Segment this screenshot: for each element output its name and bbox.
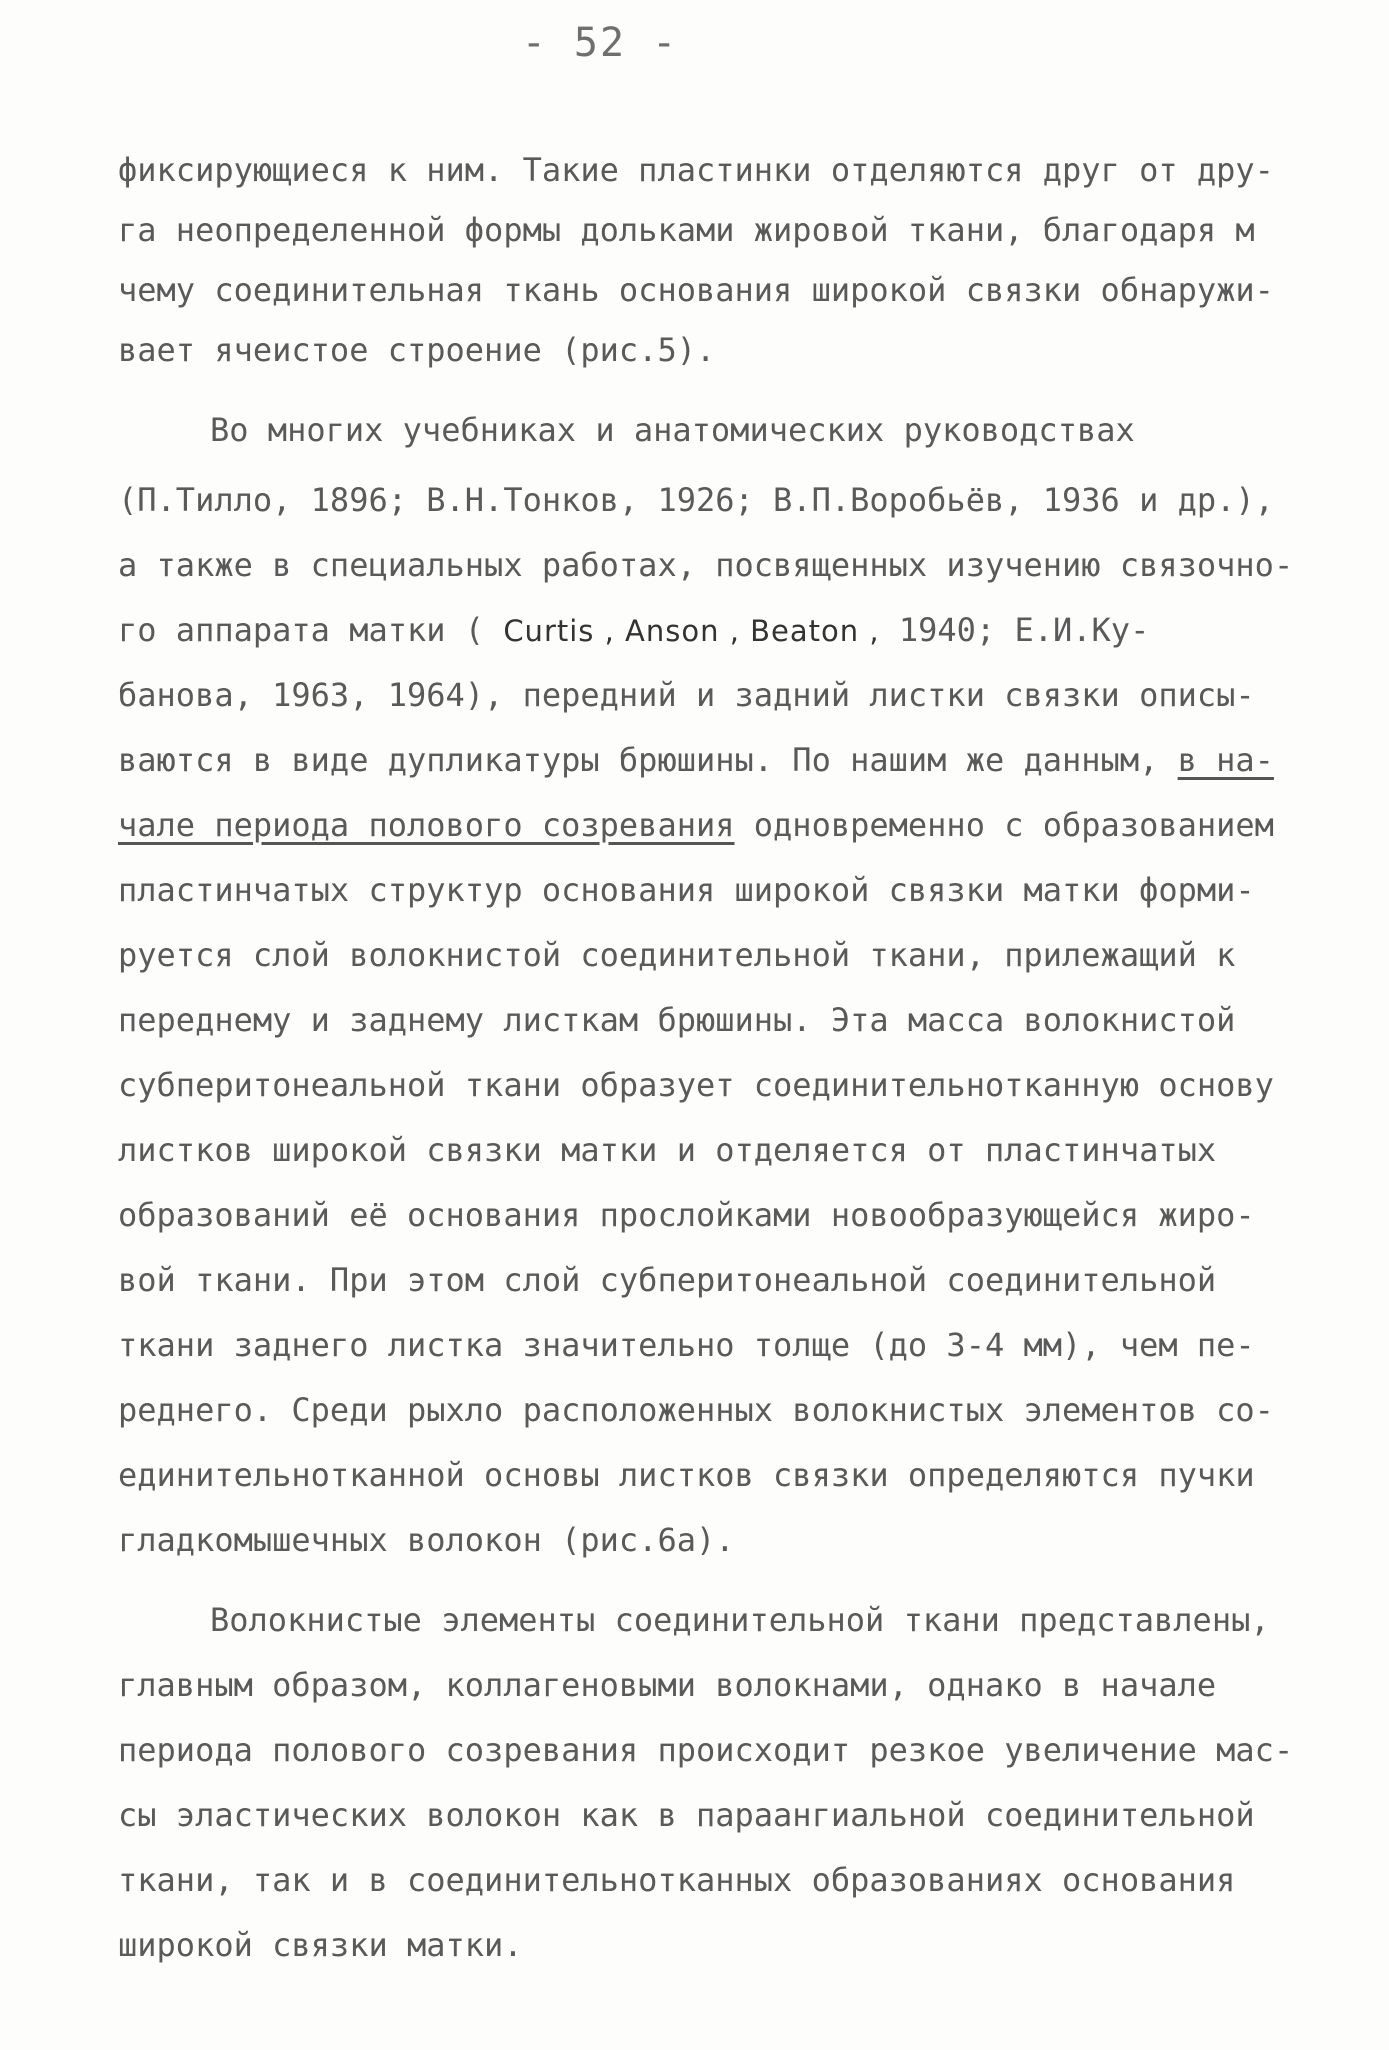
- text-line-with-citation: [118, 600, 1278, 660]
- text-line: вой ткани. При этом слой субперитонеальной соединительной: [118, 1261, 1217, 1299]
- text-line: а также в специальных работах, посвященных изучению связочно-: [118, 546, 1294, 584]
- paragraph-start-line: Волокнистые элементы соединительной ткани представлены,: [210, 1601, 1270, 1639]
- text-line: периода полового созревания происходит резкое увеличение мас-: [118, 1731, 1294, 1769]
- text-line: ткани заднего листка значительно толще (до 3-4 мм), чем пе-: [118, 1326, 1255, 1364]
- paragraph-start-line: Во многих учебниках и анатомических руководствах: [210, 411, 1135, 449]
- page-number: - 52 -: [521, 20, 679, 66]
- text-line: руется слой волокнистой соединительной ткани, прилежащий к: [118, 936, 1236, 974]
- text-segment: ваются в виде дупликатуры брюшины. По нашим же данным,: [118, 741, 1159, 779]
- text-line: пластинчатых структур основания широкой связки матки форми-: [118, 871, 1255, 909]
- underlined-text: чале периода полового созревания: [118, 806, 735, 844]
- text-line: сы эластических волокон как в параангиальной соединительной: [118, 1796, 1255, 1834]
- text-line: реднего. Среди рыхло расположенных волокнистых элементов со-: [118, 1391, 1274, 1429]
- text-line: широкой связки матки.: [118, 1926, 523, 1964]
- text-segment: го аппарата матки (: [118, 611, 485, 649]
- text-line: ткани, так и в соединительнотканных образованиях основания: [118, 1861, 1236, 1899]
- text-line: субперитонеальной ткани образует соединительнотканную основу: [118, 1066, 1274, 1104]
- text-line-with-underline: [118, 795, 1278, 855]
- text-segment: одновременно с образованием: [734, 806, 1274, 844]
- text-line: образований её основания прослойками новообразующейся жиро-: [118, 1196, 1255, 1234]
- text-line: листков широкой связки матки и отделяется от пластинчатых: [118, 1131, 1217, 1169]
- text-segment: 1940; Е.И.Ку-: [879, 611, 1150, 649]
- text-line: вает ячеистое строение (рис.5).: [118, 331, 716, 369]
- text-line: гладкомышечных волокон (рис.6а).: [118, 1521, 735, 1559]
- underlined-text: в на-: [1177, 741, 1274, 779]
- text-line: га неопределенной формы дольками жировой ткани, благодаря м: [118, 211, 1255, 249]
- text-line: банова, 1963, 1964), передний и задний листки связки описы-: [118, 676, 1255, 714]
- text-line: фиксирующиеся к ним. Такие пластинки отделяются друг от дру-: [118, 151, 1274, 189]
- text-line-with-underline: [118, 730, 1278, 790]
- text-line: единительнотканной основы листков связки определяются пучки: [118, 1456, 1255, 1494]
- text-line: (П.Тилло, 1896; В.Н.Тонков, 1926; В.П.Воробьёв, 1936 и др.),: [118, 481, 1274, 519]
- text-line: чему соединительная ткань основания широкой связки обнаружи-: [118, 271, 1274, 309]
- text-line: главным образом, коллагеновыми волокнами, однако в начале: [118, 1666, 1217, 1704]
- latin-authors: Curtis , Anson , Beaton ,: [503, 614, 880, 648]
- text-line: переднему и заднему листкам брюшины. Эта масса волокнистой: [118, 1001, 1236, 1039]
